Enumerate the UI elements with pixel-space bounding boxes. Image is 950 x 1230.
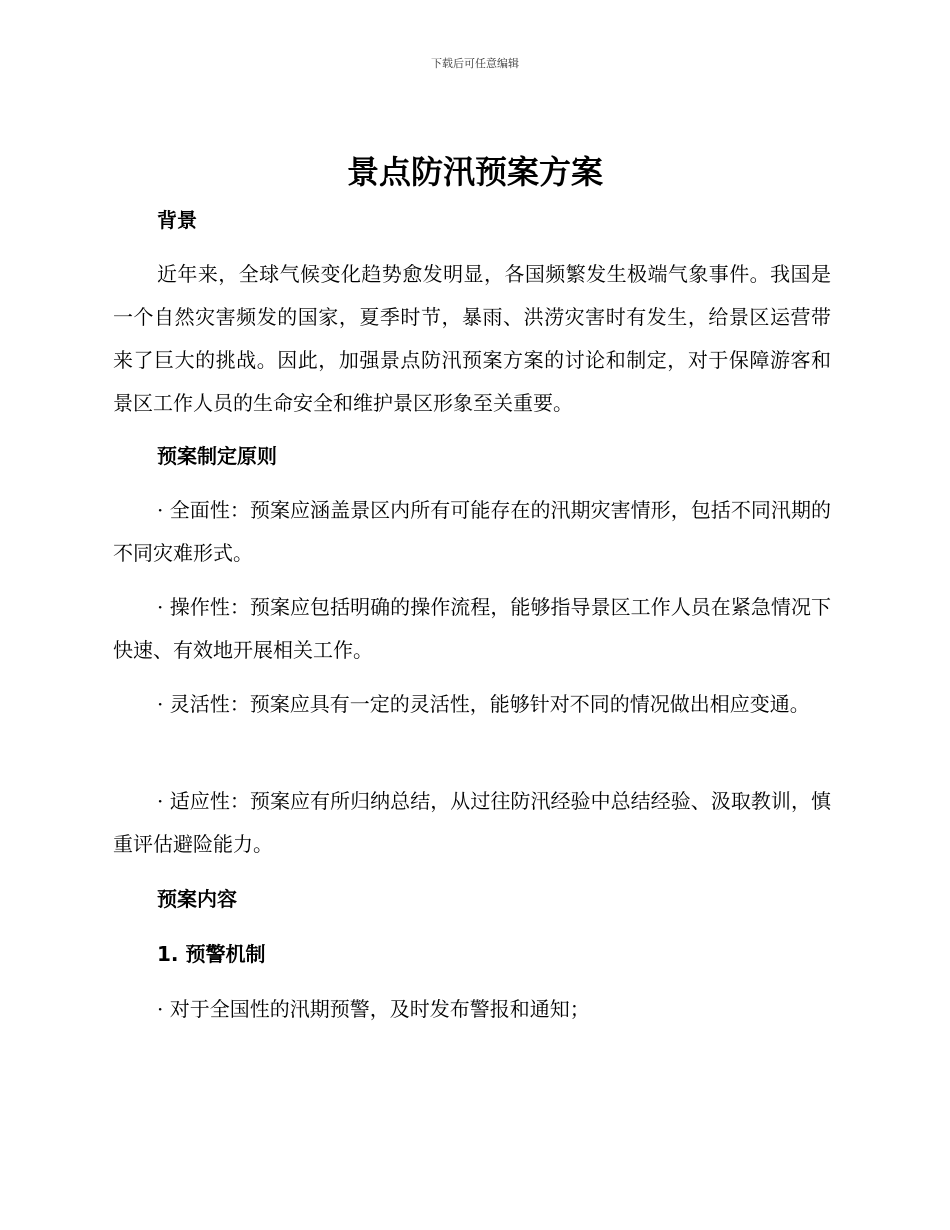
section-heading-background: 背景 [157, 208, 197, 232]
document-title: 景点防汛预案方案 [346, 153, 603, 191]
section-heading-content: 预案内容 [157, 887, 237, 911]
principle-item: · 灵活性：预案应具有一定的灵活性，能够针对不同的情况做出相应变通。 [157, 692, 810, 716]
header-note: 下载后可任意编辑 [431, 57, 519, 70]
section-heading-principles: 预案制定原则 [157, 444, 277, 468]
background-paragraph: 近年来，全球气候变化趋势愈发明显，各国频繁发生极端气象事件。我国是一个自然灾害频发的国家，夏季时节，暴雨、洪涝灾害时有发生，给景区运营带来了巨大的挑战。因此，加强景点防汛预案方案的讨论和制定，对于保障游客和景区工作人员的生命安全和维护景区形象至关重要。 [113, 262, 831, 415]
principle-item: · 适应性：预案应有所归纳总结，从过往防汛经验中总结经验、汲取教训，慎重评估避险能力。 [113, 789, 831, 856]
principle-item: · 操作性：预案应包括明确的操作流程，能够指导景区工作人员在紧急情况下快速、有效地开展相关工作。 [113, 595, 831, 662]
subheading-warning-mechanism: 1. 预警机制 [157, 942, 266, 966]
principle-item: · 全面性：预案应涵盖景区内所有可能存在的汛期灾害情形，包括不同汛期的不同灾难形式。 [113, 498, 831, 565]
content-item: · 对于全国性的汛期预警，及时发布警报和通知； [157, 997, 590, 1021]
